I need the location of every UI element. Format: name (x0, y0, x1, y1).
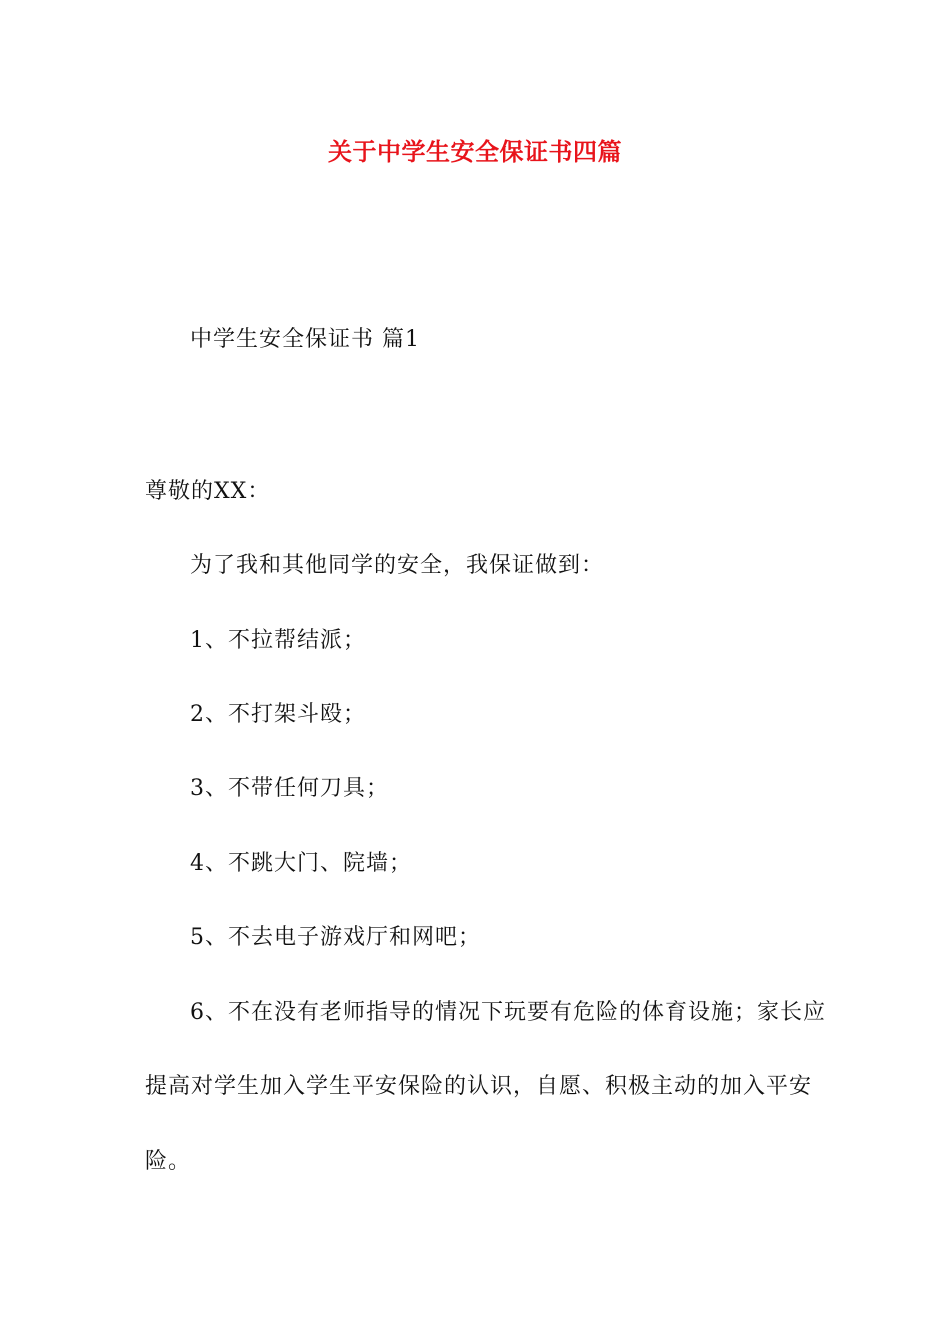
list-item: 2、不打架斗殴； (190, 702, 366, 727)
paragraph-continuation-line: 提高对学生加入学生平安保险的认识，自愿、积极主动的加入平安 (145, 1074, 813, 1099)
document-title: 关于中学生安全保证书四篇 (328, 138, 622, 166)
list-item: 4、不跳大门、院墙； (190, 851, 412, 876)
list-item: 5、不去电子游戏厅和网吧； (190, 925, 481, 950)
paragraph-continuation-line: 险。 (145, 1149, 192, 1174)
intro-paragraph: 为了我和其他同学的安全，我保证做到： (190, 553, 605, 578)
salutation: 尊敬的XX： (145, 479, 271, 504)
list-item: 1、不拉帮结派； (190, 628, 366, 653)
section-heading: 中学生安全保证书 篇1 (190, 327, 420, 352)
list-item: 3、不带任何刀具； (190, 776, 389, 801)
list-item: 6、不在没有老师指导的情况下玩要有危险的体育设施；家长应 (190, 1000, 826, 1025)
